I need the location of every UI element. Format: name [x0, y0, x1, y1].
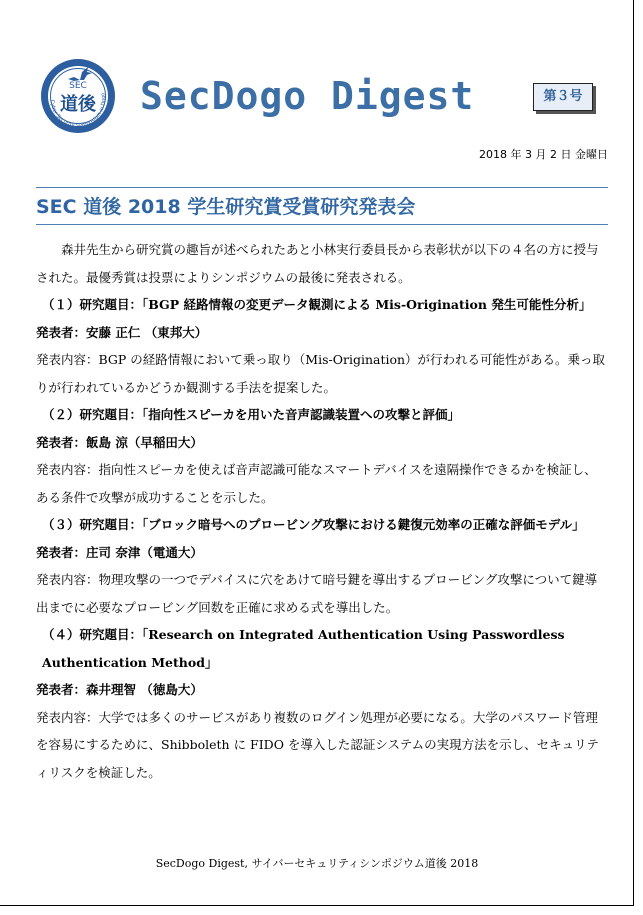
entry-2-presenter: 発表者：飯島 涼（早稲田大）: [36, 434, 203, 450]
svg-text:道後: 道後: [60, 94, 96, 115]
entry-1-content: 発表内容：BGP の経路情報において乗っ取り（Mis-Origination）が行われる可能性がある。乗っ取りが行われているかどうか観測する手法を提案した。: [36, 352, 606, 395]
masthead-title: SecDogo Digest: [140, 74, 475, 118]
svg-text:SEC: SEC: [69, 81, 87, 91]
page-border-right: [633, 0, 634, 905]
entry-1-presenter: 発表者：安藤 正仁 （東邦大）: [36, 324, 208, 340]
entry-3-topic: （３）研究題目：「ブロック暗号へのプロービング攻撃における鍵復元効率の正確な評価モデル」: [42, 517, 585, 532]
entry-3-content: 発表内容：物理攻撃の一つでデバイスに穴をあけて暗号鍵を導出するプロービング攻撃について鍵導出までに必要なプロービング回数を正確に求める式を導出した。: [36, 572, 598, 615]
entry-4-presenter: 発表者：森井理智 （徳島大）: [36, 682, 203, 697]
entry-4-content: 発表内容：大学では多くのサービスがあり複数のログイン処理が必要になる。大学のパスワード管理を容易にするために、Shibboleth に FIDO を導入した認証システムの実現方法を示し、セキュリティリスクを検証した。: [36, 709, 599, 780]
entry-1-topic: （１）研究題目：「BGP 経路情報の変更データ観測による Mis-Origination 発生可能性分析」: [42, 297, 592, 312]
entry-2-topic: （２）研究題目：「指向性スピーカを用いた音声認識装置への攻撃と評価」: [42, 407, 461, 422]
page-border-bottom: [0, 905, 634, 906]
svg-text:Cyber Security Symposium in Do: Cyber Security Symposium in Dogo: [48, 92, 108, 130]
article-body: [36, 236, 608, 786]
article-headline: SEC 道後 2018 学生研究賞受賞研究発表会: [36, 196, 416, 218]
headline-rule-bottom: [36, 224, 608, 225]
page-footer: SecDogo Digest, サイバーセキュリティシンポジウム道後 2018: [155, 857, 479, 870]
headline-rule-top: [36, 187, 608, 188]
intro-paragraph: 森井先生から研究賞の趣旨が述べられたあと小林実行委員長から表彰状が以下の４名の方に授与された。最優秀賞は投票によりシンポジウムの最後に発表される。: [36, 242, 599, 285]
entry-3-presenter: 発表者：庄司 奈津（電通大）: [36, 544, 203, 560]
issue-badge: 第３号: [533, 83, 593, 111]
publication-date: 2018 年 3 月 2 日 金曜日: [479, 148, 608, 161]
entry-2-content: 発表内容：指向性スピーカを使えば音声認識可能なスマートデバイスを遠隔操作できるかを検証し、ある条件で攻撃が成功することを示した。: [36, 462, 597, 505]
entry-4-topic: （４）研究題目：「Research on Integrated Authentication Using Passwordless Authentication Method」: [42, 627, 565, 670]
sec-dogo-logo: [38, 56, 118, 136]
